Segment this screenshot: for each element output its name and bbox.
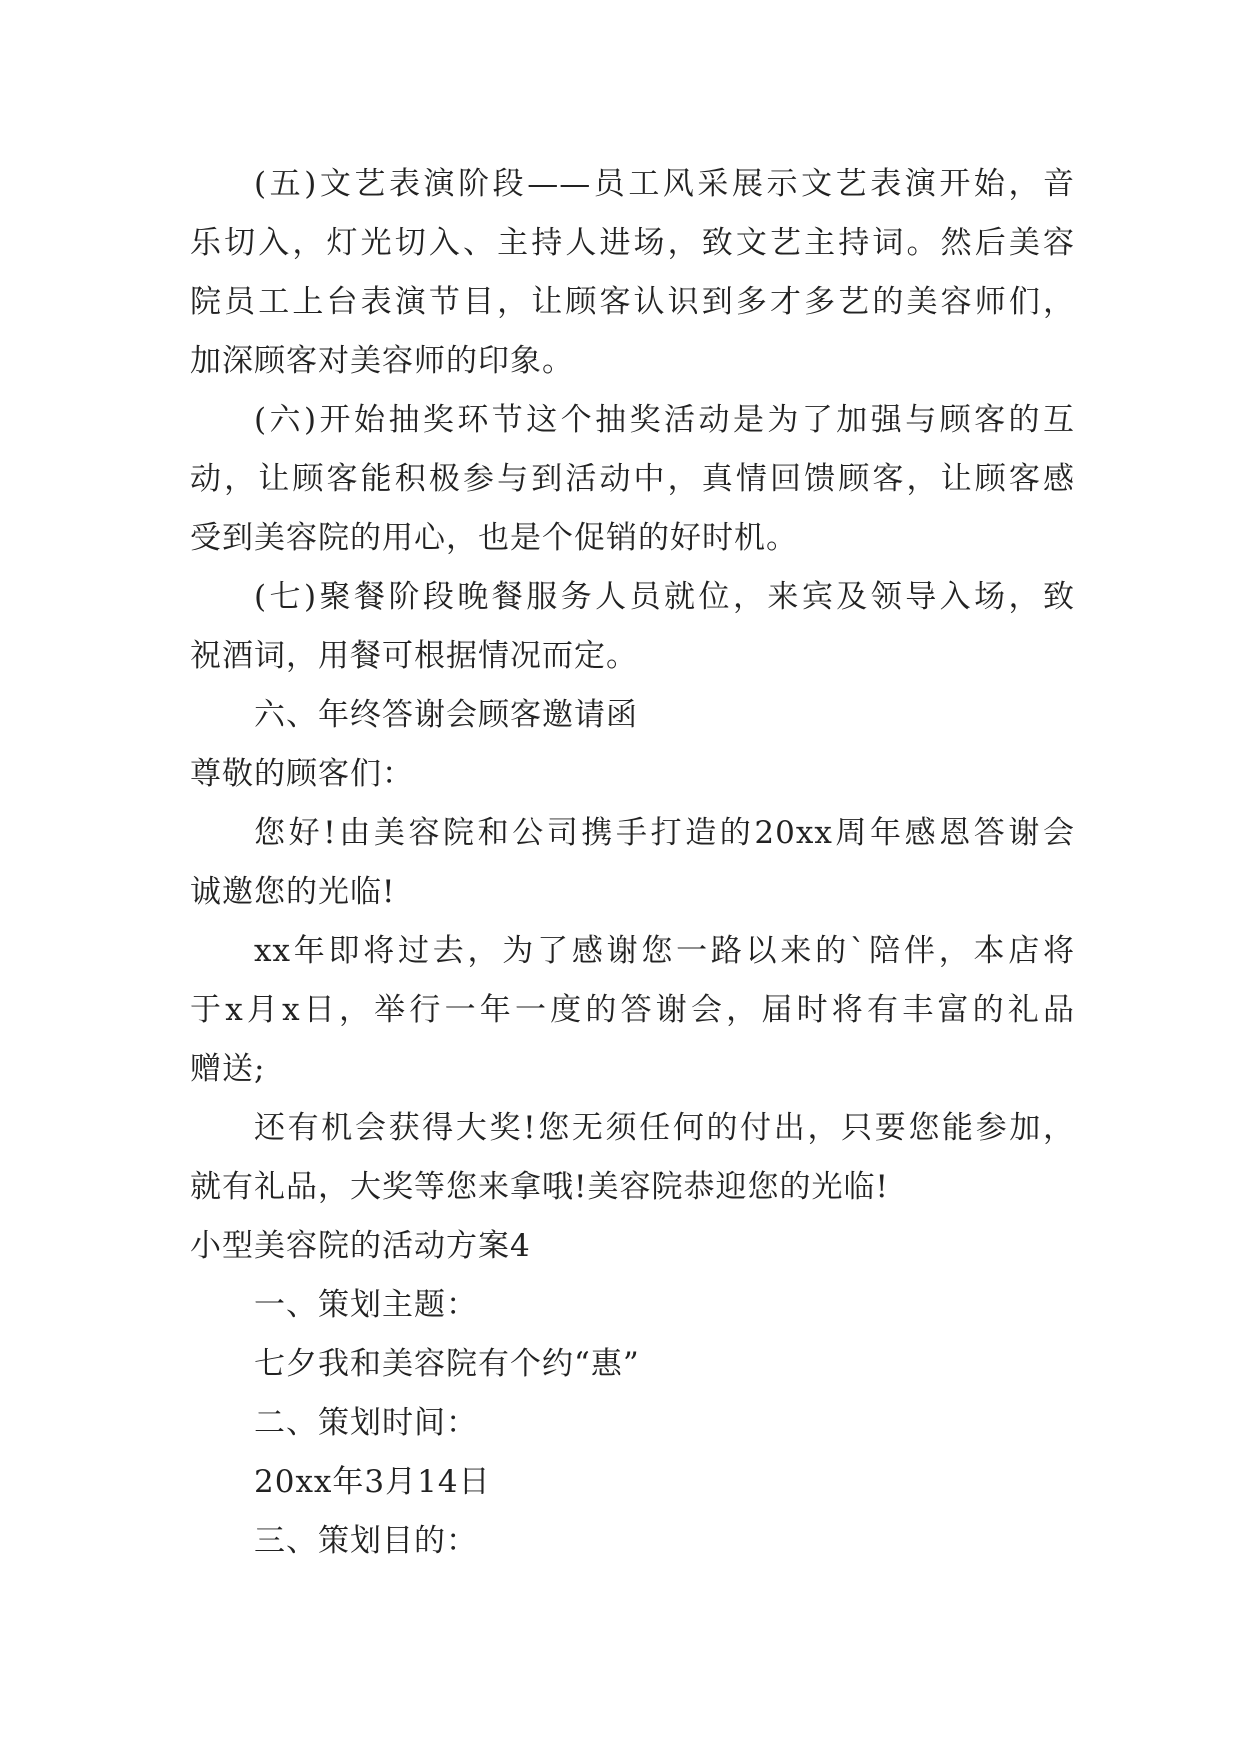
section-heading: 一、策划主题： [254,1287,478,1323]
paragraph-line: 乐切入，灯光切入、主持人进场，致文艺主持词。然后美容 [190,225,1075,261]
paragraph-line: 赠送; [190,1051,266,1087]
theme-text: 七夕我和美容院有个约“惠” [254,1346,640,1382]
paragraph-line: 加深顾客对美容师的印象。 [190,343,574,379]
paragraph-line: (七)聚餐阶段晚餐服务人员就位，来宾及领导入场，致 [254,579,1075,615]
paragraph-line: 于x月x日，举行一年一度的答谢会，届时将有丰富的礼品 [190,992,1075,1028]
paragraph-line: 祝酒词，用餐可根据情况而定。 [190,638,638,674]
paragraph-line: xx年即将过去，为了感谢您一路以来的`陪伴，本店将 [254,933,1075,969]
section-heading: 二、策划时间： [254,1405,478,1441]
section-heading: 三、策划目的： [254,1523,478,1559]
paragraph-line: 还有机会获得大奖!您无须任何的付出，只要您能参加， [254,1110,1075,1146]
paragraph-line: (六)开始抽奖环节这个抽奖活动是为了加强与顾客的互 [254,402,1075,438]
document-page [190,155,1075,1571]
paragraph-line: (五)文艺表演阶段——员工风采展示文艺表演开始，音 [254,166,1075,202]
paragraph-line: 动，让顾客能积极参与到活动中，真情回馈顾客，让顾客感 [190,461,1075,497]
section-heading: 六、年终答谢会顾客邀请函 [254,697,638,733]
date-text: 20xx年3月14日 [254,1464,491,1500]
paragraph-line: 您好!由美容院和公司携手打造的20xx周年感恩答谢会 [254,815,1075,851]
paragraph-line: 院员工上台表演节目，让顾客认识到多才多艺的美容师们， [190,284,1075,320]
paragraph-line: 就有礼品，大奖等您来拿哦!美容院恭迎您的光临! [190,1169,889,1205]
salutation: 尊敬的顾客们： [190,756,414,792]
paragraph-line: 受到美容院的用心，也是个促销的好时机。 [190,520,798,556]
document-title: 小型美容院的活动方案4 [190,1228,531,1264]
paragraph-line: 诚邀您的光临! [190,874,396,910]
